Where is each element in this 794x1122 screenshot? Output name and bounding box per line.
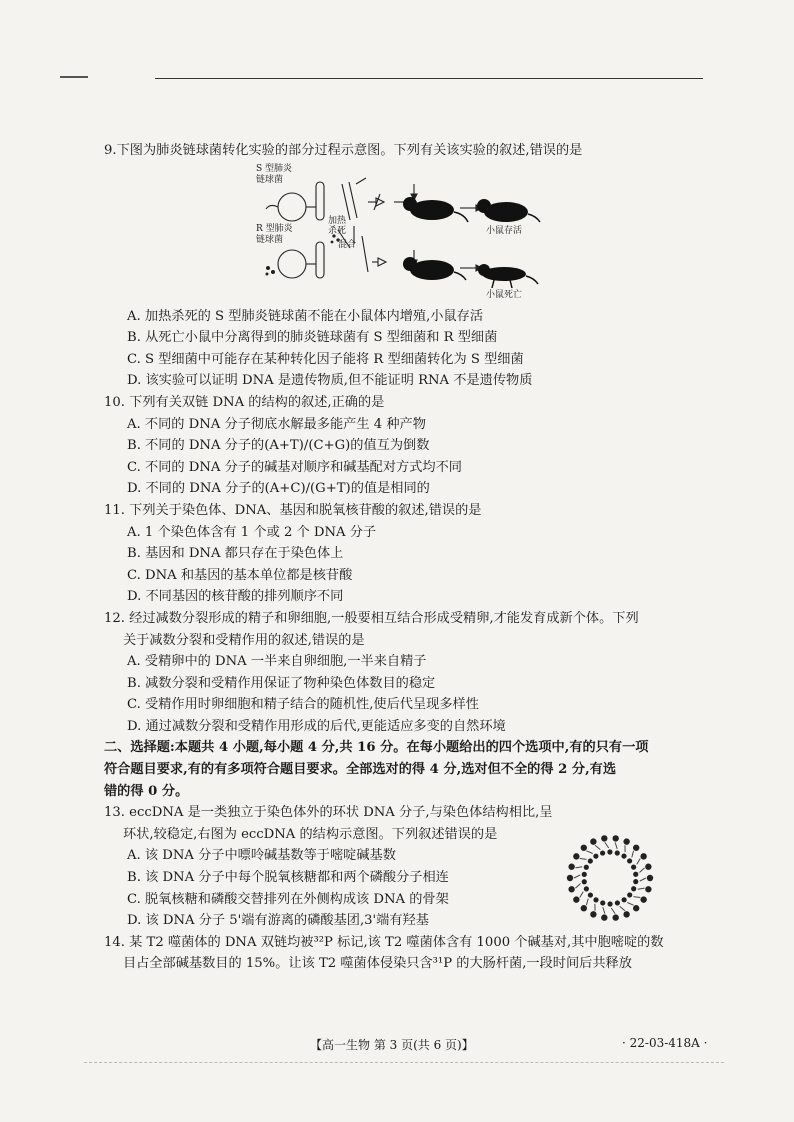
question-13	[104, 802, 714, 932]
phosphate-inner-icon	[582, 872, 587, 877]
phosphate-outer-icon	[645, 886, 651, 892]
section-2-line2: 符合题目要求,有的有多项符合题目要求。全部选对的得 4 分,选对但不全的得 2 分,有选	[104, 762, 617, 778]
page-footer-code: · 22-03-418A ·	[622, 1036, 708, 1050]
q13-option-c: C. 脱氧核糖和磷酸交替排列在外侧构成该 DNA 的骨架	[127, 891, 449, 907]
phosphate-inner-icon	[582, 879, 587, 884]
question-10	[104, 392, 714, 500]
q12-option-c: C. 受精作用时卵细胞和精子结合的随机性,使后代呈现多样性	[127, 697, 479, 713]
questions-area	[104, 140, 714, 975]
q13-option-a: A. 该 DNA 分子中嘌呤碱基数等于嘧啶碱基数	[127, 848, 396, 864]
label-r-type-2: 链球菌	[256, 234, 284, 245]
question-11	[104, 500, 714, 608]
phosphate-outer-icon	[590, 839, 596, 845]
phosphate-outer-icon	[590, 911, 596, 917]
q12-option-a: A. 受精卵中的 DNA 一半来自卵细胞,一半来自精子	[127, 654, 427, 670]
phosphate-inner-icon	[621, 854, 626, 859]
base-pair-line	[627, 903, 633, 906]
q12-option-d: D. 通过减数分裂和受精作用形成的后代,更能适应多变的自然环境	[127, 718, 506, 734]
label-kill: 杀死	[328, 225, 347, 236]
label-mouse-dead: 小鼠死亡	[486, 289, 523, 300]
page-footer-title: 【高一生物 第 3 页(共 6 页)】	[310, 1038, 474, 1052]
q12-option-b: B. 减数分裂和受精作用保证了物种染色体数目的稳定	[127, 675, 436, 691]
phosphate-inner-icon	[607, 850, 612, 855]
q10-option-a: A. 不同的 DNA 分子彻底水解最多能产生 4 种产物	[127, 416, 426, 432]
phosphate-inner-icon	[631, 886, 636, 891]
phosphate-inner-icon	[584, 887, 589, 892]
label-mix: 混合	[338, 239, 357, 250]
base-pair-line	[575, 867, 582, 868]
base-pair-line	[603, 907, 605, 914]
label-heat: 加热	[328, 215, 347, 226]
phosphate-inner-icon	[615, 901, 620, 906]
phosphate-outer-icon	[623, 911, 629, 917]
base-pair-line	[637, 859, 641, 865]
phosphate-outer-icon	[640, 853, 646, 859]
q10-option-b: B. 不同的 DNA 分子的(A+T)/(C+G)的值互为倒数	[127, 438, 430, 454]
r-tube-icon	[316, 242, 324, 278]
q11-option-b: B. 基因和 DNA 都只存在于染色体上	[127, 546, 344, 562]
phosphate-outer-icon	[581, 845, 587, 851]
label-s-type-2: 链球菌	[256, 174, 284, 185]
section-2-line3: 错的得 0 分。	[104, 783, 189, 799]
phosphate-inner-icon	[615, 851, 620, 856]
phosphate-inner-icon	[593, 854, 598, 859]
phosphate-outer-icon	[645, 864, 651, 870]
phosphate-outer-icon	[601, 835, 607, 841]
phosphate-inner-icon	[622, 897, 627, 902]
phosphate-outer-icon	[612, 915, 618, 921]
phosphate-inner-icon	[633, 872, 638, 877]
phosphate-inner-icon	[633, 879, 638, 884]
base-pair-line	[615, 843, 617, 850]
q12-stem-line1: 12. 经过减数分裂形成的精子和卵细胞,一般要相互结合形成受精卵,才能发育成新个体。下列	[104, 610, 639, 626]
label-s-type: S 型肺炎	[256, 163, 293, 174]
phosphate-inner-icon	[600, 901, 605, 906]
top-left-mark	[60, 76, 88, 78]
q9-option-d: D. 该实验可以证明 DNA 是遗传物质,但不能证明 RNA 不是遗传物质	[127, 373, 533, 389]
q11-stem: 11. 下列关于染色体、DNA、基因和脱氧核苷酸的叙述,错误的是	[104, 502, 482, 518]
q9-stem: 9.下图为肺炎链球菌转化实验的部分过程示意图。下列有关该实验的叙述,错误的是	[104, 143, 583, 158]
phosphate-outer-icon	[633, 905, 639, 911]
footer-rule	[84, 1062, 724, 1063]
q9-option-a: A. 加热杀死的 S 型肺炎链球菌不能在小鼠体内增殖,小鼠存活	[127, 308, 484, 324]
q11-option-a: A. 1 个染色体含有 1 个或 2 个 DNA 分子	[127, 524, 377, 540]
phosphate-outer-icon	[640, 897, 646, 903]
base-pair-line	[620, 907, 625, 911]
phosphate-outer-icon	[573, 897, 579, 903]
base-pair-line	[611, 908, 615, 914]
q9-figure	[254, 164, 544, 302]
q9-option-c: C. S 型细菌中可能存在某种转化因子能将 R 型细菌转化为 S 型细菌	[127, 351, 524, 367]
phosphate-inner-icon	[588, 859, 593, 864]
q11-option-c: C. DNA 和基因的基本单位都是核苷酸	[127, 567, 353, 583]
q10-option-d: D. 不同的 DNA 分子的(A+C)/(G+T)的值是相同的	[127, 481, 430, 497]
phosphate-outer-icon	[647, 875, 653, 881]
phosphate-outer-icon	[601, 915, 607, 921]
q10-option-c: C. 不同的 DNA 分子的碱基对顺序和碱基配对方式均不同	[127, 459, 462, 475]
q13-option-b: B. 该 DNA 分子中每个脱氧核糖都和两个磷酸分子相连	[127, 870, 449, 886]
q12-stem-line2: 关于减数分裂和受精作用的叙述,错误的是	[123, 632, 365, 648]
section-2-instructions	[104, 737, 714, 802]
heat-tube-icon	[316, 182, 324, 220]
phosphate-inner-icon	[627, 893, 632, 898]
q13-option-d: D. 该 DNA 分子 5'端有游离的磷酸基团,3'端有羟基	[127, 913, 429, 929]
phosphate-outer-icon	[623, 839, 629, 845]
base-pair-line	[638, 888, 645, 889]
base-pair-line	[633, 897, 640, 898]
label-mouse-alive: 小鼠存活	[486, 225, 523, 236]
q14-stem-line1: 14. 某 T2 噬菌体的 DNA 双链均被³²P 标记,该 T2 噬菌体含有 1000 个碱基对,其中胞嘧啶的数	[104, 934, 664, 950]
question-14	[104, 932, 714, 975]
q13-stem-line1: 13. eccDNA 是一类独立于染色体外的环状 DNA 分子,与染色体结构相比,呈	[104, 805, 553, 821]
phosphate-inner-icon	[584, 865, 589, 870]
q14-stem-line2: 目占全部碱基数目的 15%。让该 T2 噬菌体侵染只含³¹P 的大肠杆菌,一段时间后共释放	[123, 956, 632, 972]
q10-stem: 10. 下列有关双链 DNA 的结构的叙述,正确的是	[104, 394, 385, 410]
phosphate-outer-icon	[581, 905, 587, 911]
base-pair-line	[574, 875, 580, 878]
q11-option-d: D. 不同基因的核苷酸的排列顺序不同	[127, 589, 344, 605]
phosphate-outer-icon	[567, 875, 573, 881]
header-rule	[155, 78, 703, 79]
base-pair-line	[639, 868, 644, 873]
label-r-type: R 型肺炎	[256, 223, 293, 234]
base-pair-line	[580, 892, 584, 898]
base-pair-line	[595, 846, 600, 850]
phosphate-inner-icon	[588, 893, 593, 898]
phosphate-outer-icon	[568, 864, 574, 870]
phosphate-outer-icon	[573, 853, 579, 859]
phosphate-inner-icon	[627, 859, 632, 864]
phosphate-inner-icon	[631, 865, 636, 870]
base-pair-line	[580, 859, 587, 860]
base-pair-line	[586, 851, 592, 854]
base-pair-line	[575, 884, 580, 889]
base-pair-line	[586, 899, 588, 906]
s-culture-flask-icon	[278, 193, 306, 221]
phosphate-outer-icon	[633, 845, 639, 851]
phosphate-outer-icon	[612, 835, 618, 841]
question-12	[104, 608, 714, 738]
phosphate-inner-icon	[593, 898, 598, 903]
phosphate-inner-icon	[607, 902, 612, 907]
phosphate-inner-icon	[600, 851, 605, 856]
base-pair-line	[640, 878, 646, 881]
q9-option-b: B. 从死亡小鼠中分离得到的肺炎链球菌有 S 型细菌和 R 型细菌	[127, 330, 498, 346]
base-pair-line	[605, 843, 609, 849]
section-2-line1: 二、选择题:本题共 4 小题,每小题 4 分,共 16 分。在每小题给出的四个选项中,有的只有一项	[104, 740, 649, 756]
phosphate-outer-icon	[568, 886, 574, 892]
base-pair-line	[632, 851, 634, 858]
r-culture-flask-icon	[278, 250, 306, 278]
q13-stem-line2: 环状,较稳定,右图为 eccDNA 的结构示意图。下列叙述错误的是	[123, 826, 498, 842]
eccdna-ring-diagram	[562, 830, 658, 926]
question-9	[104, 140, 714, 392]
